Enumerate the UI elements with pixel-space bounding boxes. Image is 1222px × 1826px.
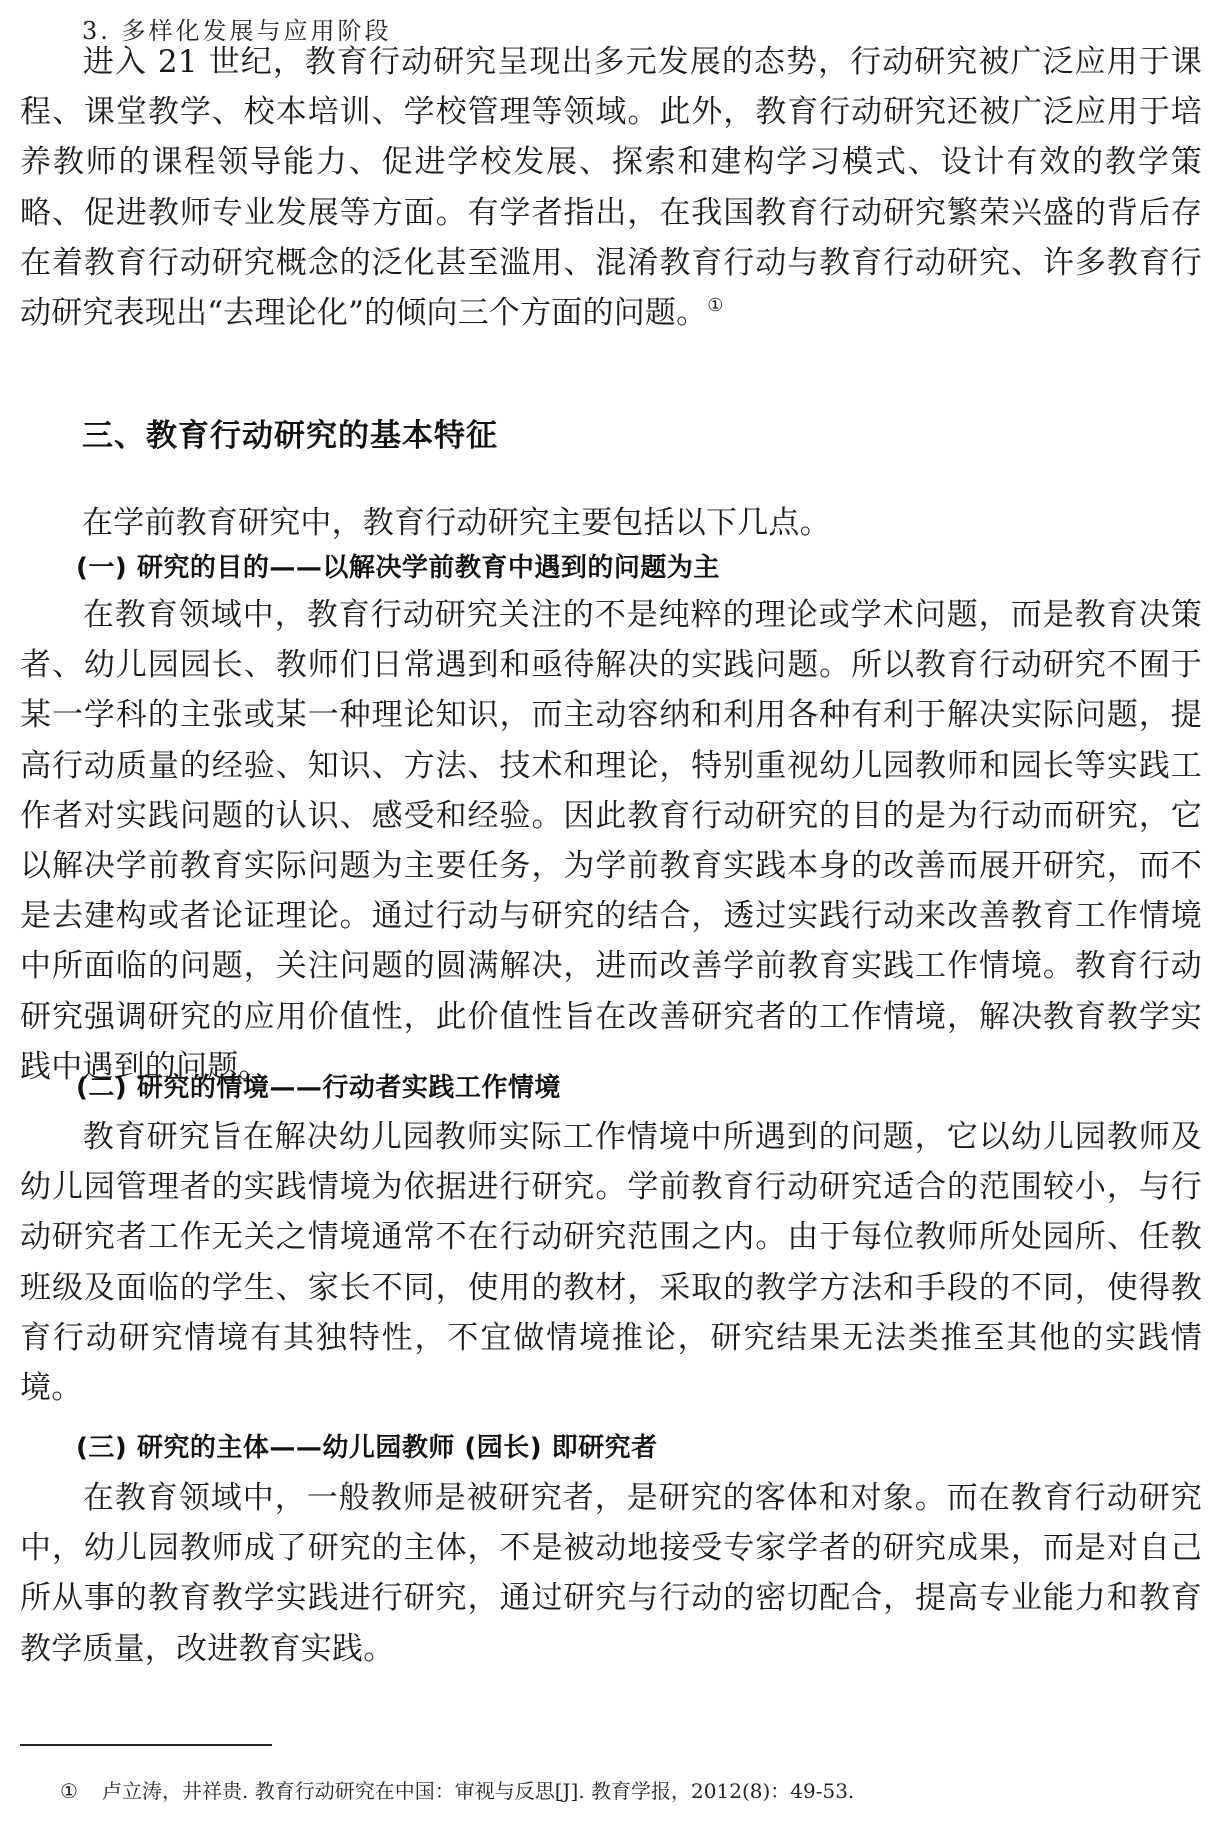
paragraph-section-3 [20, 37, 1202, 338]
subsection-heading-2: (二) 研究的情境——行动者实践工作情境 [76, 1073, 561, 1103]
footnote-text: 卢立涛，井祥贵. 教育行动研究在中国：审视与反思[J]. 教育学报，2012(8)：49-53. [102, 1779, 855, 1803]
paragraph-text: 教育研究旨在解决幼儿园教师实际工作情境中所遇到的问题，它以幼儿园教师及幼儿园管理者的实践情境为依据进行研究。学前教育行动研究适合的范围较小，与行动研究者工作无关之情境通常不在行动研究范围之内。由于每位教师所处园所、任教班级及面临的学生、家长不同，使用的教材，采取的教学方法和手段的不同，使得教育行动研究情境有其独特性，不宜做情境推论，研究结果无法类推至其他的实践情境。 [20, 1119, 1202, 1407]
footnote-divider [20, 1744, 272, 1746]
subsection-paragraph-2 [20, 1112, 1202, 1413]
paragraph-text: 在教育领域中，教育行动研究关注的不是纯粹的理论或学术问题，而是教育决策者、幼儿园园长、教师们日常遇到和亟待解决的实践问题。所以教育行动研究不囿于某一学科的主张或某一种理论知识，而主动容纳和利用各种有利于解决实际问题，提高行动质量的经验、知识、方法、技术和理论，特别重视幼儿园教师和园长等实践工作者对实践问题的认识、感受和经验。因此教育行动研究的目的是为行动而研究，它以解决学前教育实际问题为主要任务，为学前教育实践本身的改善而展开研究，而不是去建构或者论证理论。通过行动与研究的结合，透过实践行动来改善教育工作情境中所面临的问题，关注问题的圆满解决，进而改善学前教育实践工作情境。教育行动研究强调研究的应用价值性，此价值性旨在改善研究者的工作情境，解决教育教学实践中遇到的问题。 [20, 597, 1202, 1085]
subsection-heading-3: (三) 研究的主体——幼儿园教师 (园长) 即研究者 [76, 1433, 658, 1463]
chapter-intro [20, 498, 1202, 548]
subsection-paragraph-3 [20, 1473, 1202, 1674]
subsection-heading-1: (一) 研究的目的——以解决学前教育中遇到的问题为主 [76, 553, 720, 583]
chapter-heading: 三、教育行动研究的基本特征 [82, 418, 498, 454]
footnote [60, 1776, 854, 1806]
subsection-paragraph-1 [20, 590, 1202, 1092]
footnote-mark: ① [60, 1779, 78, 1803]
paragraph-text: 在教育领域中，一般教师是被研究者，是研究的客体和对象。而在教育行动研究中，幼儿园教师成了研究的主体，不是被动地接受专家学者的研究成果，而是对自己所从事的教育教学实践进行研究，通过研究与行动的密切配合，提高专业能力和教育教学质量，改进教育实践。 [20, 1480, 1202, 1667]
paragraph-text: 进入 21 世纪，教育行动研究呈现出多元发展的态势，行动研究被广泛应用于课程、课堂教学、校本培训、学校管理等领域。此外，教育行动研究还被广泛应用于培养教师的课程领导能力、促进学校发展、探索和建构学习模式、设计有效的教学策略、促进教师专业发展等方面。有学者指出，在我国教育行动研究繁荣兴盛的背后存在着教育行动研究概念的泛化甚至滥用、混淆教育行动与教育行动研究、许多教育行动研究表现出“去理论化”的倾向三个方面的问题。 [20, 44, 1202, 332]
subsection-title-3: 3. 多样化发展与应用阶段 [82, 17, 392, 45]
footnote-reference[interactable]: ① [707, 295, 724, 317]
paragraph-text: 在学前教育研究中，教育行动研究主要包括以下几点。 [82, 505, 831, 541]
